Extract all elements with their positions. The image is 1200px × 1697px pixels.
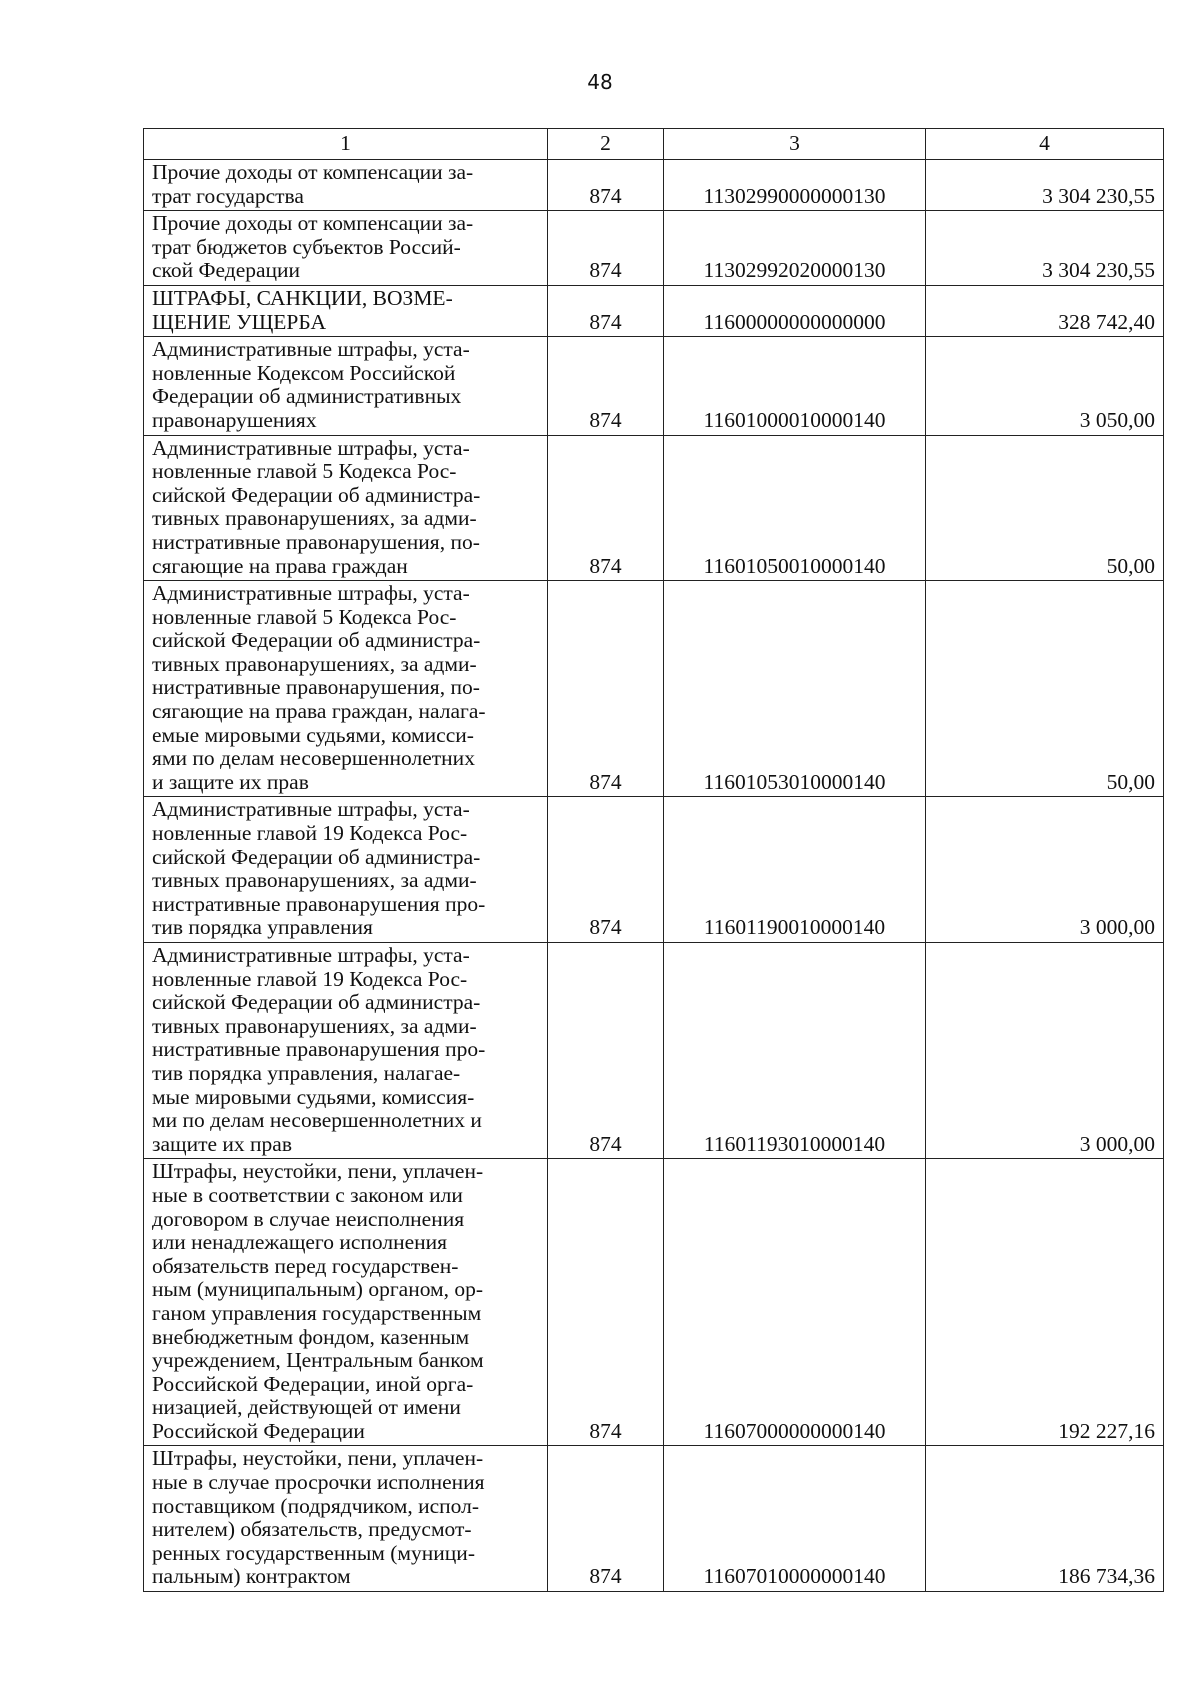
row-name: Штрафы, неустойки, пени, уплачен- ные в соответствии с законом или договором в случае неисполнения или ненадлежащего исполнения обязательств перед государствен- ным (муниципальным) органом, ор- ганом управления государственным внебюджетным фондом, казенным учреждением, Центральным банком Российской Федерации, иной орга- низацией, действующей от имени Российской Федерации: [144, 1159, 548, 1446]
table-row: [144, 797, 1164, 943]
row-name: Административные штрафы, уста- новленные главой 5 Кодекса Рос- сийской Федерации об администра- тивных правонарушениях, за адми- нистративные правонарушения, по- сягающие на права граждан: [144, 435, 548, 581]
row-admin-code: 874: [548, 581, 664, 797]
row-budget-code: 11607010000000140: [664, 1446, 926, 1592]
column-header-2: 2: [548, 129, 664, 160]
table-row: [144, 337, 1164, 435]
table-row: [144, 581, 1164, 797]
row-admin-code: 874: [548, 1446, 664, 1592]
row-name: Административные штрафы, уста- новленные Кодексом Российской Федерации об административных правонарушениях: [144, 337, 548, 435]
row-admin-code: 874: [548, 797, 664, 943]
row-amount: 3 000,00: [926, 797, 1164, 943]
page-number: 48: [587, 70, 613, 94]
row-budget-code: 11607000000000140: [664, 1159, 926, 1446]
row-amount: 3 000,00: [926, 943, 1164, 1159]
row-admin-code: 874: [548, 285, 664, 336]
row-amount: 50,00: [926, 435, 1164, 581]
column-header-4: 4: [926, 129, 1164, 160]
row-name: Прочие доходы от компенсации за- трат государства: [144, 160, 548, 211]
row-admin-code: 874: [548, 160, 664, 211]
row-name: Административные штрафы, уста- новленные главой 19 Кодекса Рос- сийской Федерации об администра- тивных правонарушениях, за адми- нистративные правонарушения про- тив порядка управления, налагае- мые мировыми судьями, комиссия- ми по делам несовершеннолетних и защите их прав: [144, 943, 548, 1159]
row-name: Прочие доходы от компенсации за- трат бюджетов субъектов Россий- ской Федерации: [144, 211, 548, 286]
table-row: [144, 435, 1164, 581]
table-row: [144, 1446, 1164, 1592]
row-name: Штрафы, неустойки, пени, уплачен- ные в случае просрочки исполнения поставщиком (подрядчиком, испол- нителем) обязательств, предусмот- ренных государственным (муници- пальным) контрактом: [144, 1446, 548, 1592]
row-admin-code: 874: [548, 211, 664, 286]
table-row: [144, 1159, 1164, 1446]
row-amount: 50,00: [926, 581, 1164, 797]
header-row: [144, 129, 1164, 160]
row-admin-code: 874: [548, 1159, 664, 1446]
row-amount: 3 304 230,55: [926, 160, 1164, 211]
row-budget-code: 11302992020000130: [664, 211, 926, 286]
row-admin-code: 874: [548, 943, 664, 1159]
row-budget-code: 11601190010000140: [664, 797, 926, 943]
table-body: [144, 160, 1164, 1592]
row-admin-code: 874: [548, 435, 664, 581]
row-budget-code: 11601053010000140: [664, 581, 926, 797]
row-amount: 192 227,16: [926, 1159, 1164, 1446]
row-amount: 3 304 230,55: [926, 211, 1164, 286]
row-name: Административные штрафы, уста- новленные главой 19 Кодекса Рос- сийской Федерации об администра- тивных правонарушениях, за адми- нистративные правонарушения про- тив порядка управления: [144, 797, 548, 943]
table-row: [144, 211, 1164, 286]
column-header-3: 3: [664, 129, 926, 160]
revenue-table: [143, 128, 1164, 1592]
table-row: [144, 285, 1164, 336]
row-name: Административные штрафы, уста- новленные главой 5 Кодекса Рос- сийской Федерации об администра- тивных правонарушениях, за адми- нистративные правонарушения, по- сягающие на права граждан, налага- емые мировыми судьями, комисси- ями по делам несовершеннолетних и защите их прав: [144, 581, 548, 797]
column-header-1: 1: [144, 129, 548, 160]
row-budget-code: 11601000010000140: [664, 337, 926, 435]
row-amount: 328 742,40: [926, 285, 1164, 336]
row-amount: 186 734,36: [926, 1446, 1164, 1592]
row-amount: 3 050,00: [926, 337, 1164, 435]
row-budget-code: 11600000000000000: [664, 285, 926, 336]
row-budget-code: 11601193010000140: [664, 943, 926, 1159]
row-budget-code: 11302990000000130: [664, 160, 926, 211]
row-admin-code: 874: [548, 337, 664, 435]
table-row: [144, 943, 1164, 1159]
row-budget-code: 11601050010000140: [664, 435, 926, 581]
table-row: [144, 160, 1164, 211]
row-name: ШТРАФЫ, САНКЦИИ, ВОЗМЕ- ЩЕНИЕ УЩЕРБА: [144, 285, 548, 336]
